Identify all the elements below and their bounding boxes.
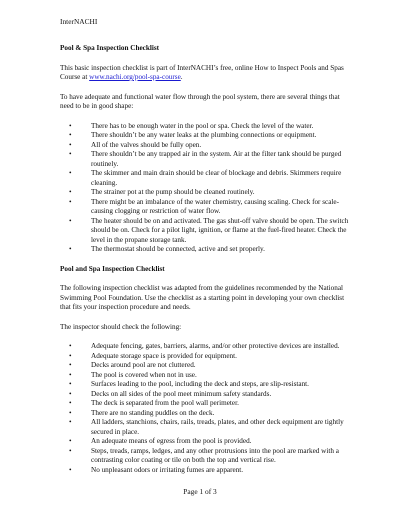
intro-end: . [180,73,183,81]
course-link[interactable]: www.nachi.org/pool-spa-course [89,73,181,81]
list-item: • The skimmer and main drain should be clear of blockage and debris. Skimmers require cleaning. [60,169,350,188]
list-item: • The pool is covered when not in use. [60,371,350,381]
page-number: Page 1 of 3 [183,487,217,496]
section-title-pool-spa-checklist: Pool & Spa Inspection Checklist [60,44,160,52]
list-item: • There shouldn’t be any water leaks at the plumbing connections or equipment. [60,131,350,141]
list-item: • The deck is separated from the pool wall perimeter. [60,399,350,409]
list-item: • There might be an imbalance of the water chemistry, causing scaling. Check for scale-causing clogging or restriction of water flow. [60,198,350,217]
adapted-paragraph: The following inspection checklist was adapted from the guidelines recommended by the National Swimming Pool Foundation. Use the checklist as a starting point in developing your own checklist that fits your inspection procedure and needs. [60,284,345,311]
water-flow-list [60,122,350,255]
list-item: • There shouldn’t be any trapped air in the system. Air at the filter tank should be purged routinely. [60,150,350,169]
list-item: • No unpleasant odors or irritating fumes are apparent. [60,466,350,476]
inspector-checklist [60,342,350,475]
list-item: • An adequate means of egress from the pool is provided. [60,437,350,447]
list-item: • All of the valves should be fully open. [60,141,350,151]
intro-text: This basic inspection checklist is part of InterNACHI’s free, online How to Inspect Pools and Spas Course at [60,63,344,81]
inspector-lead: The inspector should check the following: [60,322,182,331]
section-title-inspection-checklist: Pool and Spa Inspection Checklist [60,264,165,273]
list-item: • The thermostat should be connected, active and set properly. [60,245,350,255]
list-item: • The strainer pot at the pump should be cleaned routinely. [60,188,350,198]
page-header: InterNACHI [60,17,98,26]
list-item: • The heater should be on and activated. The gas shut-off valve should be open. The switch should be on. Check for a pilot light, ignition, or flame at the fuel-fired heater. Check the level in the propane storage tank. [60,217,350,246]
list-item: • Adequate storage space is provided for equipment. [60,352,350,362]
water-flow-lead: To have adequate and functional water flow through the pool system, there are several things that need to be in good shape: [60,92,340,110]
list-item: • Surfaces leading to the pool, including the deck and steps, are slip-resistant. [60,380,350,390]
document-body [60,44,350,485]
list-item: • Decks on all sides of the pool meet minimum safety standards. [60,390,350,400]
intro-paragraph [60,64,350,83]
list-item: • There are no standing puddles on the deck. [60,409,350,419]
list-item: • There has to be enough water in the pool or spa. Check the level of the water. [60,122,350,132]
list-item: • Decks around pool are not cluttered. [60,361,350,371]
list-item: • Adequate fencing, gates, barriers, alarms, and/or other protective devices are installed. [60,342,350,352]
list-item: • All ladders, stanchions, chairs, rails, treads, plates, and other deck equipment are tightly secured in place. [60,418,350,437]
list-item: • Steps, treads, ramps, ledges, and any other protrusions into the pool are marked with a contrasting color coating or tile on both the top and vertical rise. [60,447,350,466]
